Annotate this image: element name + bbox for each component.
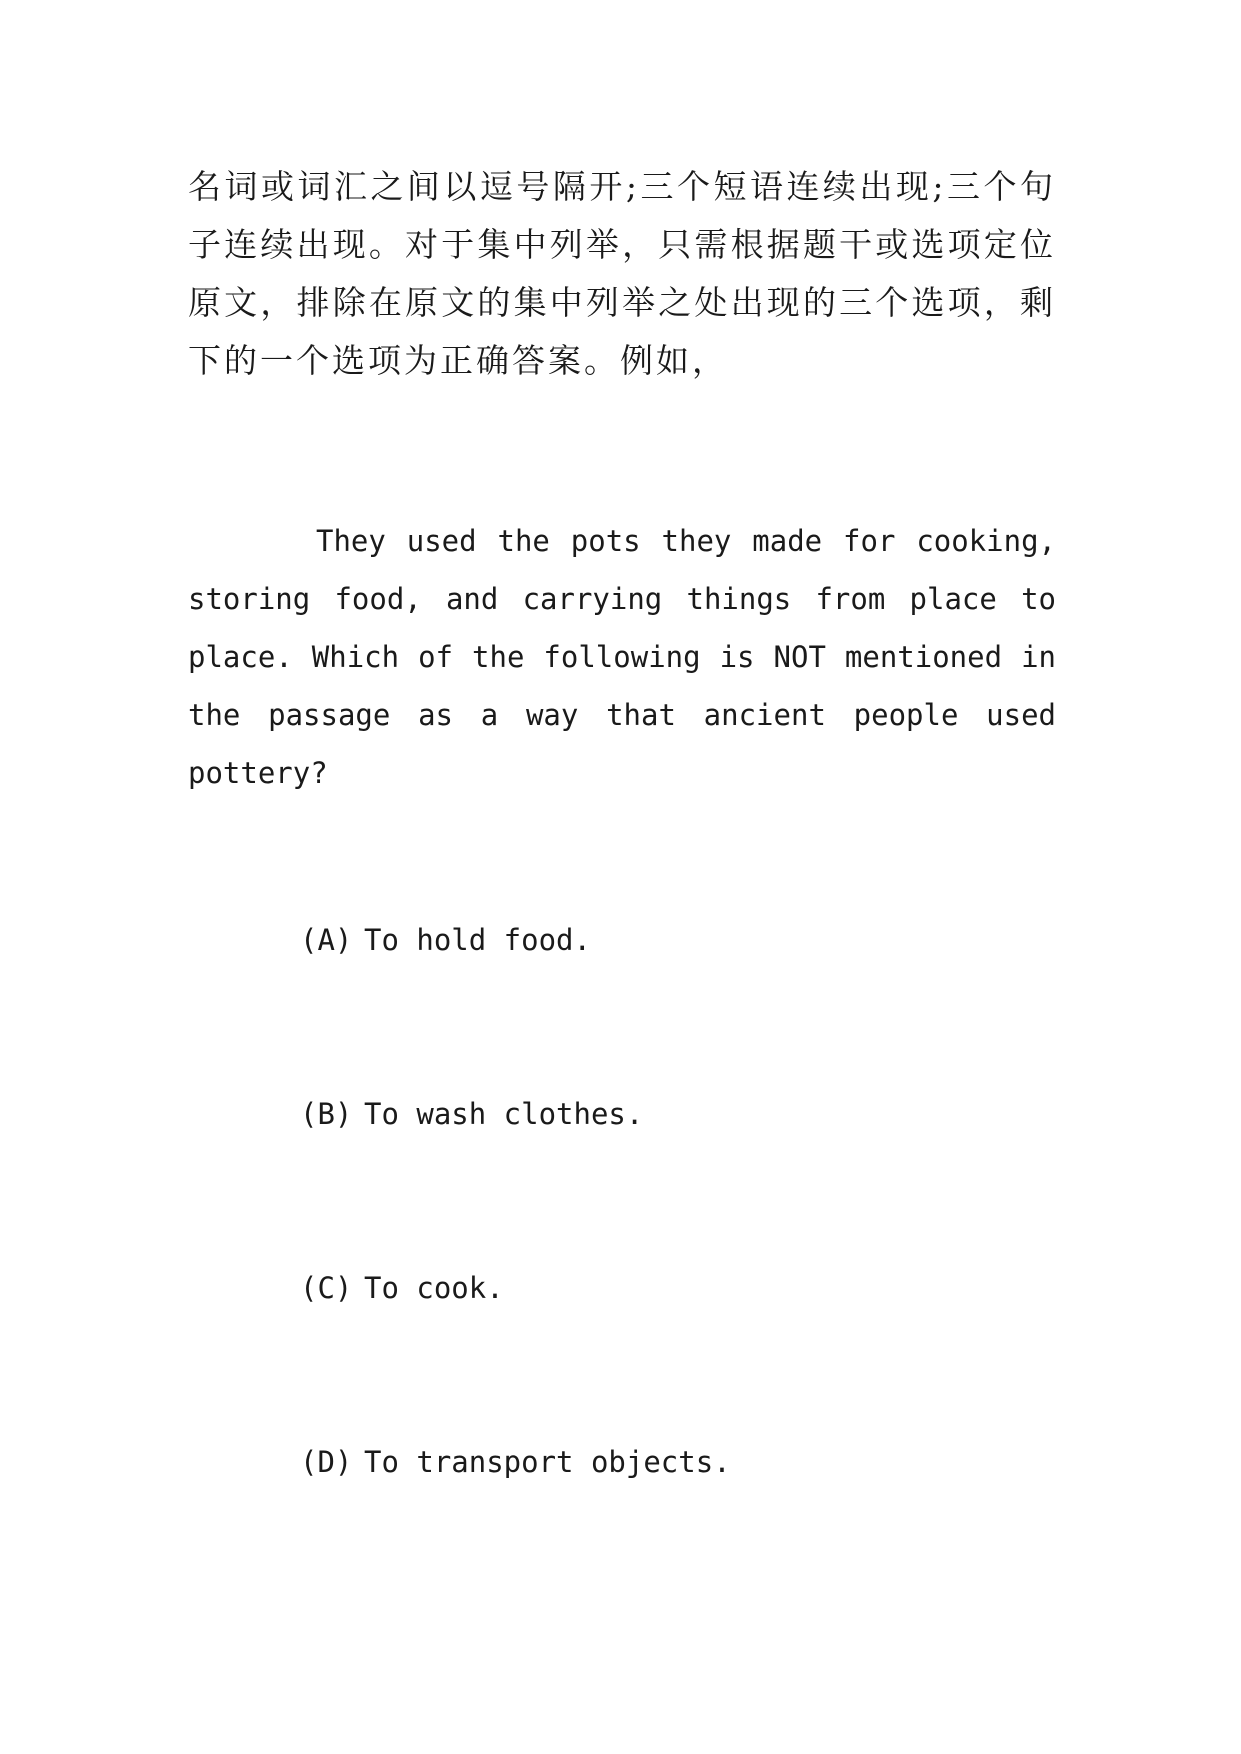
answer-option-b bbox=[300, 1094, 643, 1134]
answer-option-c bbox=[300, 1268, 504, 1308]
option-letter: (B) bbox=[300, 1097, 353, 1131]
option-letter: (C) bbox=[300, 1271, 353, 1305]
option-letter: (A) bbox=[300, 923, 353, 957]
option-letter: (D) bbox=[300, 1445, 353, 1479]
option-text: To wash clothes. bbox=[364, 1097, 644, 1131]
option-text: To cook. bbox=[364, 1271, 504, 1305]
option-text: To transport objects. bbox=[364, 1445, 731, 1479]
intro-paragraph: 名词或词汇之间以逗号隔开;三个短语连续出现;三个句子连续出现。对于集中列举，只需根据题干或选项定位原文，排除在原文的集中列举之处出现的三个选项，剩下的一个选项为正确答案。例如， bbox=[188, 167, 1056, 380]
answer-option-a bbox=[300, 920, 591, 960]
answer-option-d bbox=[300, 1442, 731, 1482]
question-passage: They used the pots they made for cooking, storing food, and carrying things from place to place. Which of the following is NOT mentioned in the passage as a way that ancient people used pottery? bbox=[188, 524, 1056, 790]
option-text: To hold food. bbox=[364, 923, 591, 957]
